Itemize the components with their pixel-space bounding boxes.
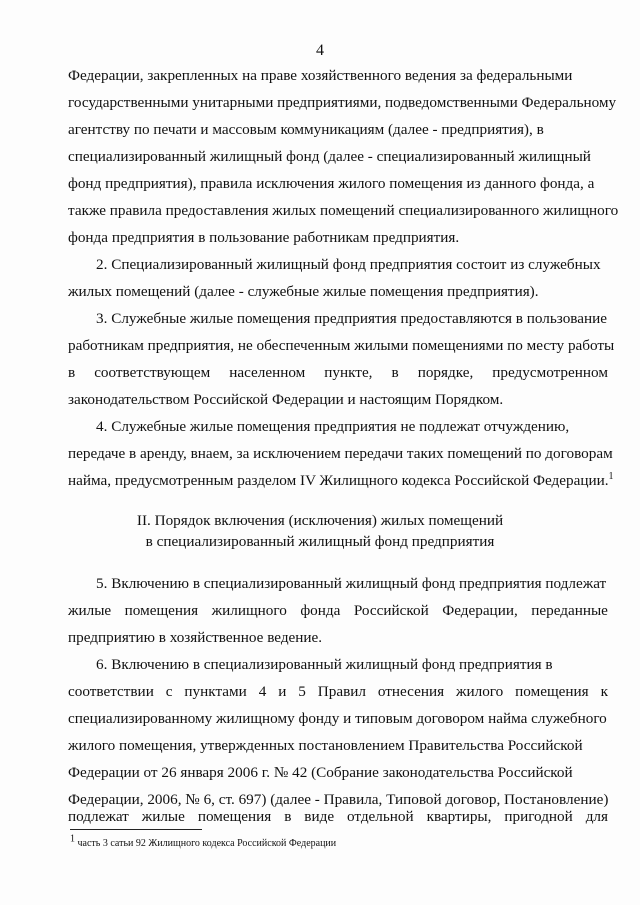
body-word: в [68,364,76,381]
body-line [68,808,608,826]
body-line: 6. Включению в специализированный жилищный фонд предприятия в [96,656,553,673]
body-word: порядке, [417,364,474,381]
body-line: жилого помещения, утвержденных постановлением Правительства Российской [68,737,583,754]
body-word: в [391,364,399,381]
body-word: к [600,683,608,700]
body-word: помещения [515,683,589,700]
body-word: предусмотренном [492,364,608,381]
body-line: законодательством Российской Федерации и настоящим Порядком. [68,391,504,408]
body-line [68,683,608,701]
body-word: отдельной [347,808,414,825]
body-line: 5. Включению в специализированный жилищный фонд предприятия подлежат [96,575,607,592]
footnote-text: часть 3 сатьи 92 Жилищного кодекса Российской Федерации [77,838,337,849]
body-line: государственными унитарными предприятиями, подведомственными Федеральному [68,94,617,111]
body-word: пригодной [504,808,573,825]
body-line [68,602,608,620]
body-word: помещения [124,602,199,619]
body-line: фонд предприятия), правила исключения жилого помещения из данного фонда, а [68,175,595,192]
body-line [68,364,608,382]
body-word: 5 [298,683,306,700]
body-word: жилищного [211,602,287,619]
body-line: агентству по печати и массовым коммуникациям (далее - предприятия), в [68,121,544,138]
body-word: подлежат [68,808,129,825]
body-word: с [165,683,173,700]
body-word: соответствующем [94,364,211,381]
body-word: квартиры, [426,808,492,825]
body-line: 4. Служебные жилые помещения предприятия не подлежат отчуждению, [96,418,570,435]
body-line: жилых помещений (далее - служебные жилые помещения предприятия). [68,283,539,300]
page-number: 4 [316,42,324,59]
body-word: отнесения [377,683,445,700]
body-word: Российской [353,602,429,619]
body-word: жилые [68,602,112,619]
footnote-marker: 1 [608,470,614,482]
body-line: фонда предприятия в пользование работникам предприятия. [68,229,460,246]
footnote-divider [70,829,202,830]
body-line: Федерации от 26 января 2006 г. № 42 (Собрание законодательства Российской [68,764,573,781]
body-word: соответствии [68,683,154,700]
body-word: пункте, [324,364,373,381]
body-word: для [585,808,608,825]
body-word: пунктами [184,683,247,700]
body-line: Федерации, 2006, № 6, ст. 697) (далее - Правила, Типовой договор, Постановление) [68,791,609,808]
body-line-text: найма, предусмотренным разделом IV Жилищного кодекса Российской Федерации. [68,472,609,489]
body-word: 4 [258,683,267,700]
body-line: предприятию в хозяйственное ведение. [68,629,323,646]
body-line: работникам предприятия, не обеспеченным жилыми помещениями по месту работы [68,337,615,354]
body-line: специализированному жилищному фонду и типовым договором найма служебного [68,710,607,727]
body-line: передаче в аренду, внаем, за исключением передачи таких помещений по договорам [68,445,613,462]
body-line: 3. Служебные жилые помещения предприятия предоставляются в пользование [96,310,607,327]
section-heading: в специализированный жилищный фонд предприятия [145,533,495,550]
body-word: виде [304,808,335,825]
section-heading: II. Порядок включения (исключения) жилых помещений [136,512,504,529]
body-word: фонда [300,602,341,619]
body-line-with-footnote [68,470,614,490]
body-word: жилого [456,683,504,700]
footnote [70,833,337,850]
body-line: также правила предоставления жилых помещений специализированного жилищного [68,202,619,219]
body-word: и [278,683,287,700]
footnote-number: 1 [70,833,75,845]
body-word: в [284,808,292,825]
body-word: населенном [229,364,306,381]
body-word: Правил [317,683,366,700]
body-word: Федерации, [442,602,518,619]
body-word: жилые [141,808,185,825]
body-line: специализированный жилищный фонд (далее - специализированный жилищный [68,148,591,165]
body-word: помещения [197,808,272,825]
body-word: переданные [531,602,608,619]
body-line: Федерации, закрепленных на праве хозяйственного ведения за федеральными [68,67,573,84]
body-line: 2. Специализированный жилищный фонд предприятия состоит из служебных [96,256,601,273]
